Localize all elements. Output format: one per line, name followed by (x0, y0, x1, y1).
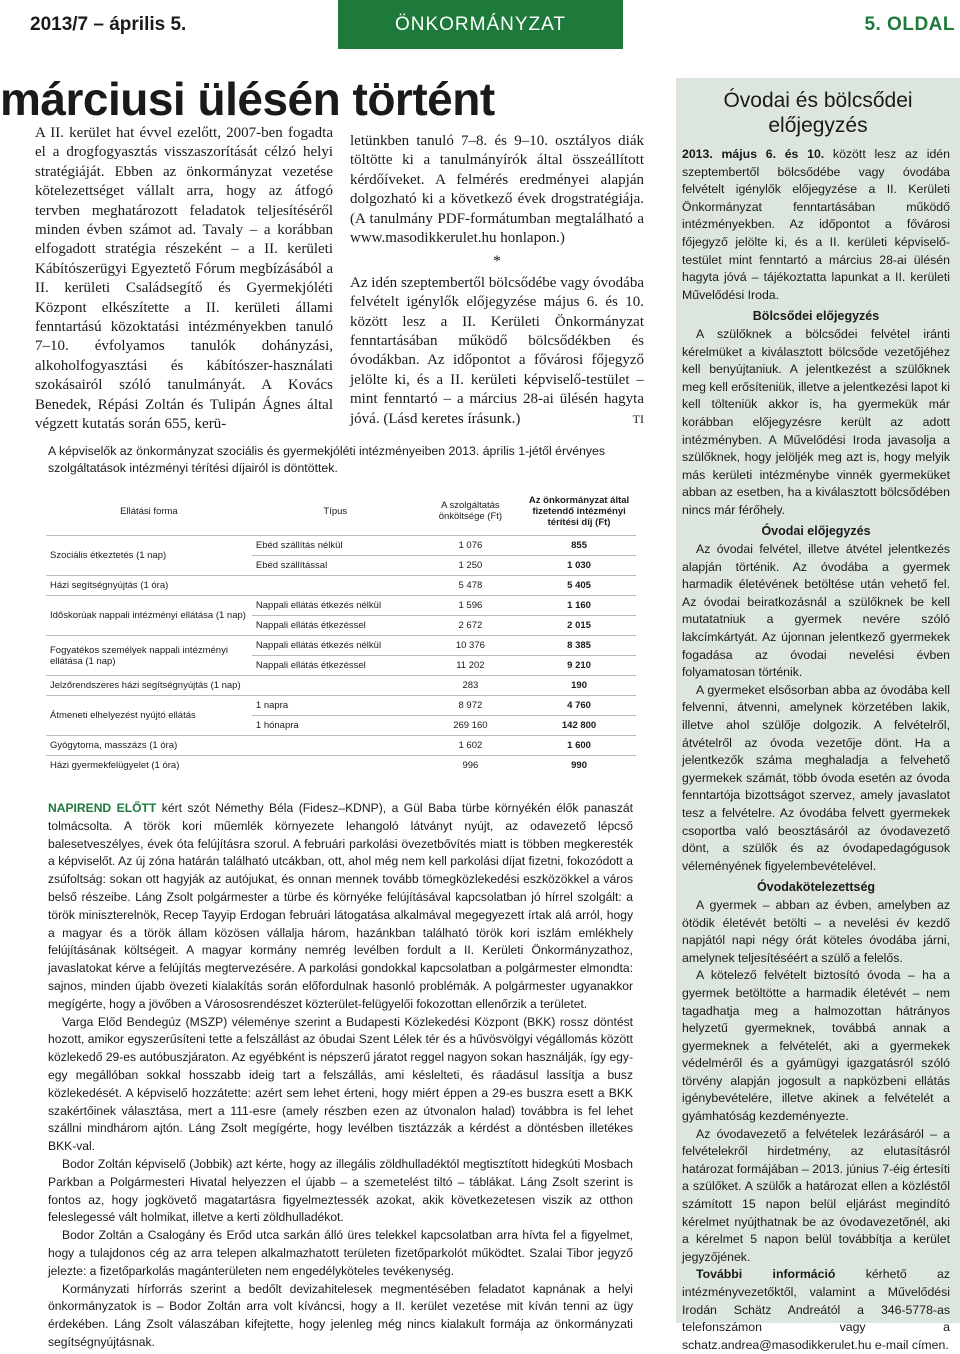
table-cell: Házi gyermekfelügyelet (1 óra) (46, 756, 252, 776)
table-cell: 855 (522, 536, 636, 556)
agenda-paragraph (48, 800, 633, 1014)
table-cell (252, 756, 419, 776)
sidebar-heading: Bölcsődei előjegyzés (752, 309, 880, 324)
column-2-paragraph-2 (350, 274, 644, 429)
table-row (46, 676, 636, 696)
article-column-1 (35, 124, 333, 435)
author-signature: TI (632, 411, 644, 426)
table-cell: Jelzőrendszeres házi segítségnyújtás (1 nap) (46, 676, 252, 696)
preregistration-text: Az idén szeptembertől bölcsődébe vagy óvodába felvételt igénylők előjegyzése május 6. és 10. között lesz a II. Kerületi Önkormányzat fenntartásában működő bölcsődékben és óvodákban. Az időpontot a fővárosi főjegyző jelölte ki, és a II. kerületi képviselő-testület – mint fenntartó – a március 28-ai ülésén hagyta jóvá. (Lásd keretes írásunk.) (350, 274, 644, 427)
table-cell: Időskorúak nappali intézményi ellátása (1 nap) (46, 596, 252, 636)
table-cell: 283 (419, 676, 522, 696)
table-cell: 8 972 (419, 696, 522, 716)
table-cell: 8 385 (522, 636, 636, 656)
table-cell: Nappali ellátás étkezéssel (252, 616, 419, 636)
header-cell: A szolgáltatás önköltsége (Ft) (419, 487, 522, 536)
page-header (0, 0, 960, 49)
table-cell (252, 736, 419, 756)
info-lead: További információ (696, 1267, 836, 1282)
table-cell: Nappali ellátás étkezéssel (252, 656, 419, 676)
table-row (46, 696, 636, 716)
issue-date: 2013/7 – április 5. (30, 14, 187, 35)
sidebar-paragraph: A gyermeket elsősorban abba az óvodába kell felvenni, átvenni, amelynek körzetében lakik, illetve ahol szülője dolgozik. A felvételről, átvételről az óvoda vezetője dönt. Ha a jelentkezők száma meghaladja a felvehető gyermekek számát, több óvoda esetén az óvoda fenntartója bizottságot szervez, amely javaslatot tesz a felvételre. Az óvodába felvett gyermekek csoportba való beosztásáról az óvodavezető dönt, a szülők és az óvodapedagógusok véleményének figyelembevételével. (682, 682, 950, 873)
fee-table-intro: A képviselők az önkormányzat szociális és gyermekjóléti intézményeiben 2013. április 1-jétől érvényes szolgáltatások intézményi térítési díjairól is döntöttek. (48, 444, 606, 475)
table-cell: 2 672 (419, 616, 522, 636)
table-row (46, 576, 636, 596)
table-cell: 2 015 (522, 616, 636, 636)
table-cell: 1 602 (419, 736, 522, 756)
table-cell: Átmeneti elhelyezést nyújtó ellátás (46, 696, 252, 736)
table-cell: 269 160 (419, 716, 522, 736)
table-cell: 1 160 (522, 596, 636, 616)
sidebar-box (676, 78, 960, 1352)
agenda-lead: NAPIREND ELŐTT (48, 801, 157, 815)
table-cell: 5 405 (522, 576, 636, 596)
sidebar-body (676, 146, 960, 1354)
table-cell: 1 600 (522, 736, 636, 756)
table-cell: Házi segítségnyújtás (1 óra) (46, 576, 252, 596)
table-cell: Gyógytorna, masszázs (1 óra) (46, 736, 252, 756)
sidebar-paragraph: A gyermek – abban az évben, amelyben az ötödik életévét betölti – a nevelési év kezdő napjától napi négy órát köteles óvodába járni, amelynek teljesítéséért a szülő a felelős. (682, 897, 950, 965)
table-cell: 190 (522, 676, 636, 696)
table-row (46, 736, 636, 756)
agenda-paragraph: Varga Előd Bendegúz (MSZP) véleménye szerint a Budapesti Közlekedési Központ (BKK) rossz döntést hozott, amikor egyszerűsíteni tette a felszállást az óbudai Szent Lélek tér és a hűvösvölgyi végállomás között közlekedő 29-es autóbuszjáraton. Az egyébként is népszerű járatot reggel nagyon sokan használják, így egy-egy megállóban sokkal hosszabb ideig tart a felszállás, ami késlelteti, és ráadásul lassítja a busz közlekedését. A képviselő hozzátette: azért sem lehet érteni, hogy miért éppen a 29-es buszra esett a BKK szakértőinek választása, mert a 111-esre (amely részben ezen az útvonalon halad) továbbra is fel lehet szállni mindhárom ajtón. Láng Zsolt megígérte, hogy levélben tisztázzák a kérdést a döntésben illetékes BKK-val. (48, 1014, 633, 1154)
table-cell: 990 (522, 756, 636, 776)
section-separator: * (493, 253, 501, 271)
sidebar-paragraph: A szülőknek a bölcsődei felvétel iránti kérelmüket a kiválasztott bölcsőde vezetőjéhez kell benyújtaniuk. A jelentkezést a szülőknek meg kell erősíteniük, illetve a jelentkezési lapot ki kell tölteniük akkor is, ha gyermekük már korábban előjegyzésre került az adott intézményben. A Művelődési Iroda javasolja a szülőknek, hogy jelöljék meg azt is, hogy melyik más kerületi intézménybe vinnék gyermeküket abban az esetben, ha a kiválasztott bölcsődében nincs már férőhely. (682, 326, 950, 517)
table-cell: 1 596 (419, 596, 522, 616)
sidebar-intro-text: között lesz az idén szeptembertől bölcsődébe vagy óvodába felvételt igénylők előjegyzése a II. Kerületi Önkormányzat fenntartásában működő intézményekben. Az időpontot a fővárosi főjegyző jelölte ki, és a II. kerületi képviselő-testület mint fenntartó a március 28-ai ülésén hagyta jóvá – tájékoztatta lapunkat a II. kerületi Művelődési Iroda. (682, 147, 950, 302)
table-cell: 1 076 (419, 536, 522, 556)
table-row (46, 636, 636, 656)
agenda-paragraph: Kormányzati hírforrás szerint a bedőlt devizahitelesek megmentésében feladatot kapnának a helyi önkormányzatok is – Bodor Zoltán arra volt kíváncsi, hogy a II. kerület vezetése mit kíván tenni az ügy érdekében. Láng Zsolt válaszában kifejtette, hogy jelenleg még nincs kialakult formája az önkormányzati segítségnyújtásnak. (48, 1281, 633, 1349)
sidebar-paragraph: Az óvodavezető a felvételek lezárásáról – a felvételekről hirdetmény, az elutasításról határozat formájában – 2013. június 7-éig értesíti a szülőket. A szülők a határozat ellen a közléstől számított 15 napon belül eljárást megindító kérelmet nyújthatnak be az óvodavezetőnél, aki a kérelmet 5 napon belül továbbítja a kerület jegyzőjének. (682, 1126, 950, 1264)
sidebar-heading: Óvodai előjegyzés (761, 524, 871, 539)
agenda-article (48, 800, 633, 1352)
table-cell: 4 760 (522, 696, 636, 716)
header-cell: Ellátási forma (46, 487, 252, 536)
table-cell: Nappali ellátás étkezés nélkül (252, 596, 419, 616)
table-cell: 9 210 (522, 656, 636, 676)
header-cell: Típus (252, 487, 419, 536)
table-row (46, 536, 636, 556)
table-cell: 11 202 (419, 656, 522, 676)
table-cell: 1 hónapra (252, 716, 419, 736)
table-cell: 5 478 (419, 576, 522, 596)
table-cell: Ebéd szállítással (252, 556, 419, 576)
column-2-paragraph-1: letünkben tanuló 7–8. és 9–10. osztályos diák töltötte ki a tanulmányírók által összeállított kérdőíveket. A felmérés eredményei alapján dolgozható ki a következő évek drogstratégiája. (A tanulmány PDF-formátumban megtalálható a www.masodikkerulet.hu honlapon.) (350, 133, 644, 247)
table-cell (252, 676, 419, 696)
table-cell: Ebéd szállítás nélkül (252, 536, 419, 556)
section-banner: ÖNKORMÁNYZAT (338, 0, 623, 49)
agenda-paragraph: Bodor Zoltán képviselő (Jobbik) azt kérte, hogy az illegális zöldhulladéktól megtisztított hidegkúti Mosbach Parkban a Polgármesteri Hivatal helyezzen el újabb – a szemetelést tiltó – táblákat. Láng Zsolt szerint is fontos az, hogy jogkövető magatartásra figyelmeztessék azokat, akik következetesen viszik az otthon feleslegessé vált holmikat, illetve a kerti zöldhulladékot. (48, 1156, 633, 1225)
article-column-2 (350, 132, 644, 429)
table-cell: 142 800 (522, 716, 636, 736)
column-1-text: A II. kerület hat évvel ezelőtt, 2007-ben fogadta el a drogfogyasztás visszaszorítását célzó helyi stratégiáját. Ebben az önkormányzat vezetése kötelezettséget vállalt arra, hogy az átfogó tervben meghatározott feladatok teljesítéséről minden évben számot ad. Tavaly – a korábban elfogadott stratégia részeként – a II. kerületi Kábítószerügyi Egyeztető Fórum megbízásából a II. kerületi Családsegítő és Gyermekjóléti Központ elkészítette a II. kerületi állami fenntartású közoktatási intézményekben tanuló 7–10. évfolyamos tanulók dohányzási, alkoholfogyasztási és kábítószer-használati szokásairól szóló tanulmányát. A Kovács Benedek, Répási Zoltán és Tulipán Ágnes által végzett kutatás során 655, kerü- (35, 125, 333, 433)
sidebar-date: 2013. május 6. és 10. (682, 147, 825, 161)
article-headline: márciusi ülésén történt (0, 73, 495, 125)
table-cell: 1 030 (522, 556, 636, 576)
sidebar-paragraph (682, 1266, 950, 1354)
table-row (46, 756, 636, 776)
table-cell: 996 (419, 756, 522, 776)
contact-text: kérhető az intézményvezetőktől, valamint a Művelődési Irodán Schätz Andreától a 346-5778-as telefonszámon vagy a schatz.andrea@masodikkerulet.hu e-mail címen. (682, 1267, 950, 1352)
table-cell: 1 250 (419, 556, 522, 576)
table-cell (252, 576, 419, 596)
table-cell: Nappali ellátás étkezés nélkül (252, 636, 419, 656)
table-cell: Fogyatékos személyek nappali intézményi ellátása (1 nap) (46, 636, 252, 676)
sidebar-paragraph: Az óvodai felvétel, illetve átvétel jelentkezés alapján történik. Az óvodába a gyermek harmadik életévének betöltése után vehető fel. Az óvodai beiratkozásnál a szülőknek be kell mutatatniuk a gyermek nevére szóló lakcímkártyát. Az újonnan jelentkező gyermekek fogadása az óvodai nevelési évben folyamatosan történik. (682, 542, 950, 680)
table-cell: Szociális étkeztetés (1 nap) (46, 536, 252, 576)
header-cell: Az önkormányzat által fizetendő intézményi térítési díj (Ft) (522, 487, 636, 536)
table-row (46, 596, 636, 616)
agenda-text: kért szót Némethy Béla (Fidesz–KDNP), a Gül Baba türbe környékén élők panaszát tolmácsolta. A török kori műemlék környezete lehangoló látványt nyújt, az odavezető lépcső balesetveszélyes, évek óta felújításra szorul. A februári parkolási övezetbővítés miatt is többen megkeresték a képviselőt. Az új zóna határán található utcákban, ott, ahol még nem kell parkolási díjat fizetni, fokozódott a zsúfoltság: sokan ott hagyják az autójukat, és onnan mennek tovább tömegközlekedési eszközökkel a város belső részeibe. Láng Zsolt polgármester a türbe és környéke felújításával kapcsolatban jó hírrel szolgált: a török miniszterelnök, Recep Tayyip Erdogan februári látogatása alkalmával megegyezett írtak alá arról, hogy a magyar és a török állam közösen vállalja három, hazánkban található török kori iszlám emlékhely felújításának költségeit. A magyar kormány nemrég levélben fordult a II. Kerületi Önkormányzathoz, javaslatokat kérve a felújítás megtervezésére. A parkolási gondokkal kapcsolatban a polgármester elmondta: sajnos, minden újabb övezeti kialakítás során előfordulnak hasonló problémák. A polgármester ugyanakkor megígérte, hogy a jövőben a Várososrendészet közterület-felügyelői fokozottan ellenőrzik a területet. (48, 801, 633, 1011)
table-cell: 10 376 (419, 636, 522, 656)
page-number: 5. OLDAL (864, 14, 955, 35)
sidebar-heading: Óvodakötelezettség (756, 880, 876, 895)
sidebar-intro (682, 146, 950, 304)
table-header-row (46, 487, 636, 536)
table-cell: 1 napra (252, 696, 419, 716)
fee-table (46, 487, 636, 775)
sidebar-title: Óvodai és bölcsődei előjegyzés (723, 89, 913, 137)
agenda-paragraph: Bodor Zoltán a Csalogány és Erőd utca sarkán álló üres telekkel kapcsolatban arra hívta fel a figyelmet, hogy a tulajdonos cég az arra telepen alkalmazhatott területen fizetőparkolót működtet. Szalai Tibor jegyző jelezte: a fizetőparkolás magánterületen nem engedélyköteles tevékenység. (48, 1228, 633, 1278)
sidebar-paragraph: A kötelező felvételt biztosító óvoda – ha a gyermek betöltötte a harmadik életévét – nem tagadhatja meg a halmozottan hátrányos helyzetű gyermeknek, továbbá annak a gyermeknek a felvételét, aki a gyermekek védelméről és a gyámügyi igazgatásról szóló törvény alapján jogosult a napközbeni ellátás igénybevételére, illetve akinek a felvételét a gyámhatóság kezdeményezte. (682, 968, 950, 1124)
